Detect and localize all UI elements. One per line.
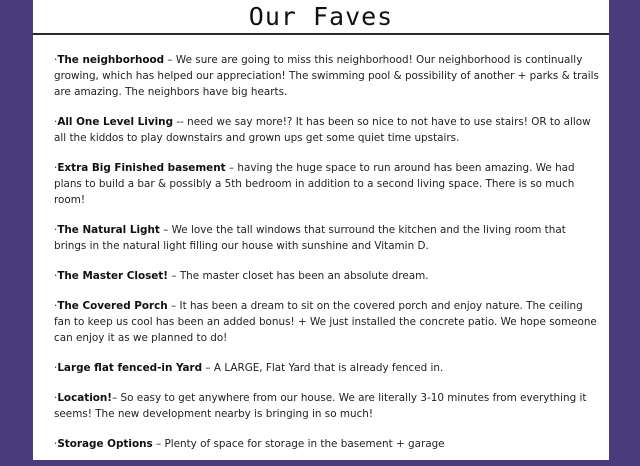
- document-page: [33, 0, 609, 460]
- fave-text: – We sure are going to miss this neighborhood! Our neighborhood is continually growing, which has helped our appreciation! The swimming pool & possibility of another + parks & trails are amazing. The neighbors have big hearts.: [54, 54, 599, 98]
- fave-heading: All One Level Living: [57, 116, 174, 128]
- title-divider: [33, 33, 609, 35]
- fave-text: – So easy to get anywhere from our house. We are literally 3-10 minutes from everything it seems! The new development nearby is bringing in so much!: [54, 392, 587, 420]
- fave-text: – A LARGE, Flat Yard that is already fenced in.: [202, 362, 444, 374]
- bullet-icon: ·: [54, 392, 58, 404]
- fave-item-neighborhood: [54, 52, 599, 100]
- fave-text: -- need we say more!? It has been so nice to not have to use stairs! OR to allow all the kiddos to play downstairs and grown ups get some quiet time upstairs.: [54, 116, 591, 144]
- fave-item-storage: [54, 436, 599, 452]
- page-title: Our Faves: [248, 2, 394, 31]
- fave-heading: Location!: [57, 392, 113, 404]
- fave-item-fenced-yard: [54, 360, 599, 376]
- bullet-icon: ·: [54, 224, 58, 236]
- fave-heading: The Master Closet!: [57, 270, 169, 282]
- fave-text: – Plenty of space for storage in the basement + garage: [152, 438, 445, 450]
- bullet-icon: ·: [54, 438, 58, 450]
- fave-item-covered-porch: [54, 298, 599, 346]
- fave-heading: The Covered Porch: [57, 300, 168, 312]
- fave-item-one-level-living: [54, 114, 599, 146]
- faves-list: [54, 52, 599, 466]
- bullet-icon: ·: [54, 362, 58, 374]
- bullet-icon: ·: [54, 116, 58, 128]
- fave-heading: The neighborhood: [57, 54, 165, 66]
- bullet-icon: ·: [54, 54, 58, 66]
- fave-item-basement: [54, 160, 599, 208]
- fave-item-master-closet: [54, 268, 599, 284]
- fave-heading: Storage Options: [57, 438, 153, 450]
- fave-item-location: [54, 390, 599, 422]
- bullet-icon: ·: [54, 300, 58, 312]
- fave-heading: Large flat fenced-in Yard: [57, 362, 203, 374]
- fave-heading: Extra Big Finished basement: [57, 162, 226, 174]
- fave-heading: The Natural Light: [57, 224, 160, 236]
- bullet-icon: ·: [54, 162, 58, 174]
- fave-text: – It has been a dream to sit on the covered porch and enjoy nature. The ceiling fan to keep us cool has been an added bonus! + We just installed the concrete patio. We hope someone can enjoy it as we planned to do!: [54, 300, 597, 344]
- fave-text: – The master closet has been an absolute dream.: [168, 270, 429, 282]
- bullet-icon: ·: [54, 270, 58, 282]
- fave-text: – We love the tall windows that surround the kitchen and the living room that brings in the natural light filling our house with sunshine and Vitamin D.: [54, 224, 566, 252]
- fave-item-natural-light: [54, 222, 599, 254]
- fave-text: – having the huge space to run around has been amazing. We had plans to build a bar & possibly a 5th bedroom in addition to a second living space. There is so much room!: [54, 162, 575, 206]
